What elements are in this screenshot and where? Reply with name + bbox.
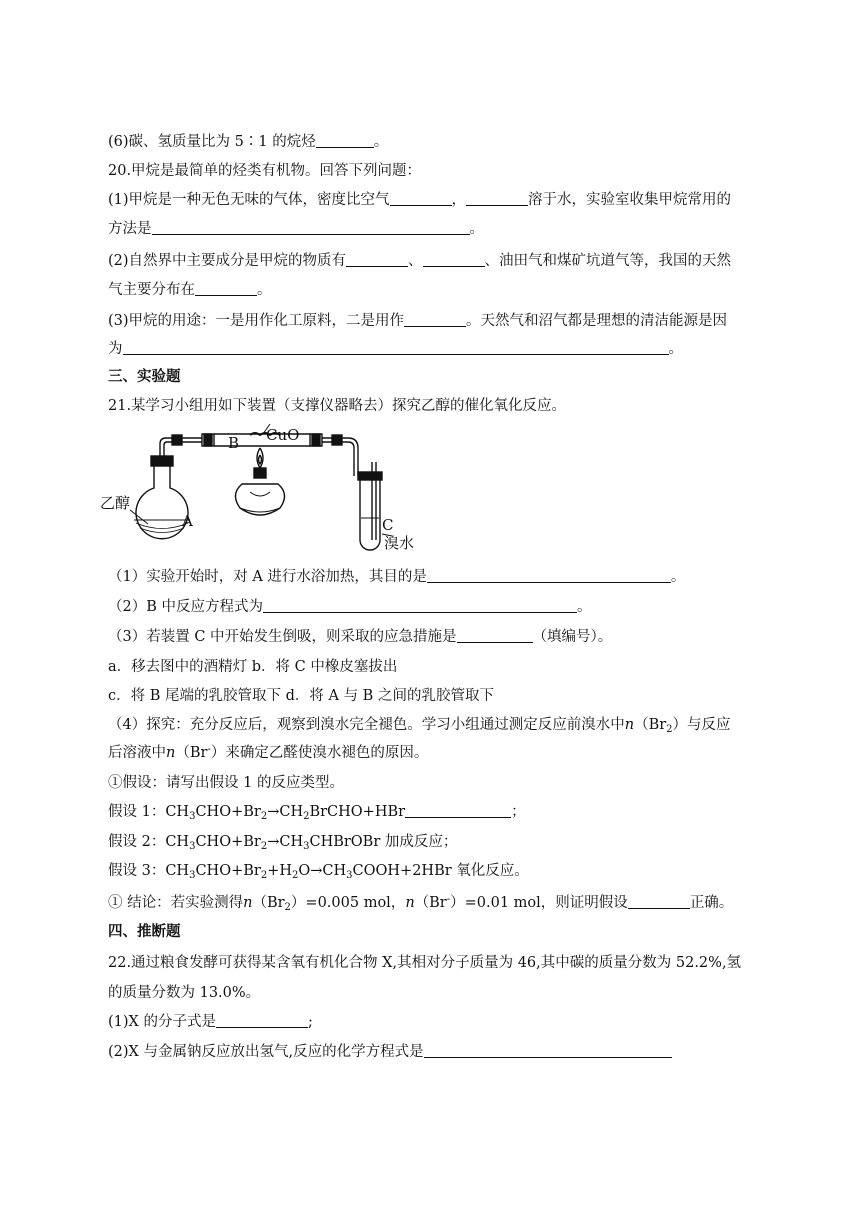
hyp3-text-c: +H: [267, 863, 292, 879]
hyp3-text-a: 假设 3：CH: [108, 863, 190, 879]
answer-blank[interactable]: [263, 598, 577, 613]
q20-p3-text-c: 为: [108, 341, 123, 357]
q21-hypothesis-1: [108, 802, 768, 824]
hyp1-text-b: CHO+Br: [195, 804, 261, 820]
q22-title-line1: 22.通过粮食发酵可获得某含氧有机化合物 X,其相对分子质量为 46,其中碳的质量分数为 52.2%,氢: [108, 955, 742, 971]
subscript: 3: [189, 811, 196, 822]
q21-p2-end: 。: [577, 599, 592, 615]
q20-p2-text-a: (2)自然界中主要成分是甲烷的物质有: [108, 253, 347, 269]
q20-part1-line1: [108, 190, 768, 210]
q21-conclusion: [108, 893, 768, 915]
q20-part1-line2: [108, 219, 768, 239]
q21-part4-line1: [108, 715, 768, 737]
q21-p4-n1: n: [624, 717, 635, 733]
hyp2-text-c: →CH: [267, 834, 304, 850]
answer-blank[interactable]: [152, 220, 470, 235]
q19-item6-end: 。: [373, 134, 389, 150]
q20-p2-text-b: 、: [408, 253, 423, 269]
hyp3-text-b: CHO+Br: [195, 863, 261, 879]
concl-n2: n: [405, 895, 415, 911]
q20-p1-text-b: ，: [451, 192, 467, 208]
q21-part2: [108, 597, 768, 617]
answer-blank[interactable]: [457, 628, 533, 643]
q21-p3-end: （填编号）。: [532, 629, 613, 645]
subscript: 3: [303, 841, 310, 852]
q20-p2-text-d: 气主要分布在: [108, 282, 195, 298]
subscript: 2: [260, 811, 268, 822]
experiment-apparatus-diagram: [100, 422, 430, 554]
subscript: 2: [260, 870, 268, 881]
q22-p1-text: (1)X 的分子式是: [108, 1014, 216, 1030]
answer-blank[interactable]: [427, 568, 671, 583]
connecting-tube-a-b: [160, 435, 202, 456]
subscript: 3: [189, 870, 196, 881]
q20-p1-text-a: (1)甲烷是一种无色无味的气体，密度比空气: [108, 192, 390, 208]
q22-part2: [108, 1042, 768, 1062]
answer-blank[interactable]: [316, 133, 374, 148]
hyp3-text-e: COOH+2HBr 氧化反应。: [352, 863, 529, 879]
q21-options-cd: c．将 B 尾端的乳胶管取下 d．将 A 与 B 之间的乳胶管取下: [108, 688, 494, 704]
q22-p2-text: (2)X 与金属钠反应放出氢气,反应的化学方程式是: [108, 1044, 424, 1060]
q21-p1-end: 。: [670, 569, 686, 585]
answer-blank[interactable]: [423, 252, 485, 267]
hyp2-text-a: 假设 2：CH: [108, 834, 190, 850]
q20-part3-line2: [108, 339, 768, 359]
q21-p4-text-d: 后溶液中: [108, 745, 166, 761]
q20-p2-text-c: 、油田气和煤矿坑道气等，我国的天然: [484, 253, 732, 269]
answer-blank[interactable]: [123, 340, 669, 355]
q20-part2-line1: [108, 251, 768, 271]
q21-title: 21.某学习小组用如下装置（支撑仪器略去）探究乙醇的催化氧化反应。: [108, 398, 567, 414]
answer-blank[interactable]: [424, 1043, 672, 1058]
superscript: -: [207, 744, 211, 755]
alcohol-lamp: [235, 448, 284, 515]
subscript: 2: [284, 902, 291, 913]
hyp1-text-d: BrCHO+HBr: [309, 804, 406, 820]
hyp1-text-e: ；: [511, 804, 526, 820]
label-c: C: [382, 516, 394, 534]
q20-p2-text-e: 。: [257, 282, 272, 298]
q20-p1-text-c: 溶于水，实验室收集甲烷常用的: [528, 192, 732, 208]
answer-blank[interactable]: [405, 803, 511, 818]
subscript: 2: [666, 724, 673, 735]
q20-p1-text-d: 方法是: [108, 221, 152, 237]
q21-p4-n2: n: [166, 745, 176, 761]
q21-options-ab: a．移去图中的酒精灯 b．将 C 中橡皮塞拔出: [108, 659, 398, 675]
q20-title: 20.甲烷是最简单的烃类有机物。回答下列问题：: [108, 163, 422, 179]
hyp2-text-b: CHO+Br: [195, 834, 261, 850]
q19-item6: [108, 132, 768, 152]
connecting-tube-b-c: [322, 435, 358, 476]
hyp2-text-d: CHBrOBr 加成反应；: [309, 834, 458, 850]
q20-p1-text-e: 。: [469, 221, 484, 237]
q21-hypothesis-3: [108, 861, 768, 883]
subscript: 2: [292, 870, 299, 881]
subscript: 2: [303, 811, 310, 822]
label-b: B: [228, 434, 240, 452]
answer-blank[interactable]: [628, 894, 690, 909]
q22-title-line2: 的质量分数为 13.0%。: [108, 985, 261, 1001]
q21-hypothesis-intro: ①假设：请写出假设 1 的反应类型。: [108, 775, 344, 791]
answer-blank[interactable]: [216, 1013, 308, 1028]
concl-text-c: ）=0.005 mol，: [290, 895, 406, 911]
q21-p4-text-e: （Br: [175, 745, 208, 761]
answer-blank[interactable]: [346, 252, 408, 267]
concl-text-e: ）=0.01 mol，则证明假设: [450, 895, 628, 911]
label-ethanol: 乙醇: [100, 494, 131, 512]
q21-p2-text: （2）B 中反应方程式为: [108, 599, 263, 615]
label-bromine-water: 溴水: [384, 534, 415, 552]
q21-part3: [108, 627, 768, 647]
q21-part4-line2: [108, 743, 768, 765]
subscript: 2: [260, 841, 268, 852]
q21-p3-text: （3）若装置 C 中开始发生倒吸，则采取的应急措施是: [108, 629, 457, 645]
q19-item6-text: (6)碳、氢质量比为 5∶1 的烷烃: [108, 134, 316, 150]
label-cuo: CuO: [266, 426, 300, 444]
hyp1-text-c: →CH: [267, 804, 304, 820]
answer-blank[interactable]: [404, 312, 466, 327]
answer-blank[interactable]: [466, 191, 528, 206]
section-heading-inference: 四、推断题: [108, 923, 181, 940]
q22-p1-end: ;: [307, 1014, 313, 1030]
q21-p4-text-b: （Br: [634, 717, 667, 733]
q20-part2-line2: [108, 280, 768, 300]
q21-p4-text-f: ）来确定乙醛使溴水褪色的原因。: [210, 745, 429, 761]
hyp1-text-a: 假设 1：CH: [108, 804, 190, 820]
hyp3-text-d: O→CH: [298, 863, 347, 879]
concl-text-d: （Br: [414, 895, 447, 911]
section-heading-experiment: 三、实验题: [108, 368, 181, 385]
answer-blank[interactable]: [195, 281, 257, 296]
concl-n1: n: [243, 895, 253, 911]
q22-part1: [108, 1012, 768, 1032]
concl-text-b: （Br: [252, 895, 285, 911]
q21-hypothesis-2: [108, 832, 768, 854]
q20-p3-text-b: 。天然气和沼气都是理想的清洁能源是因: [466, 313, 728, 329]
answer-blank[interactable]: [390, 191, 452, 206]
q21-p1-text: （1）实验开始时，对 A 进行水浴加热，其目的是: [108, 569, 427, 585]
concl-text-a: ① 结论：若实验测得: [108, 895, 244, 911]
q20-p3-text-a: (3)甲烷的用途：一是用作化工原料，二是用作: [108, 313, 405, 329]
q20-p3-text-d: 。: [668, 341, 683, 357]
concl-text-f: 正确。: [689, 895, 734, 911]
subscript: 3: [189, 841, 196, 852]
q21-part1: [108, 567, 768, 587]
q20-part3-line1: [108, 311, 768, 331]
glass-tube-b: [202, 433, 322, 446]
subscript: 3: [346, 870, 353, 881]
superscript: -: [446, 894, 451, 905]
q21-p4-text-c: ）与反应: [672, 717, 731, 733]
label-a: A: [182, 512, 193, 530]
q21-p4-text-a: （4）探究：充分反应后，观察到溴水完全褪色。学习小组通过测定反应前溴水中: [108, 717, 625, 733]
